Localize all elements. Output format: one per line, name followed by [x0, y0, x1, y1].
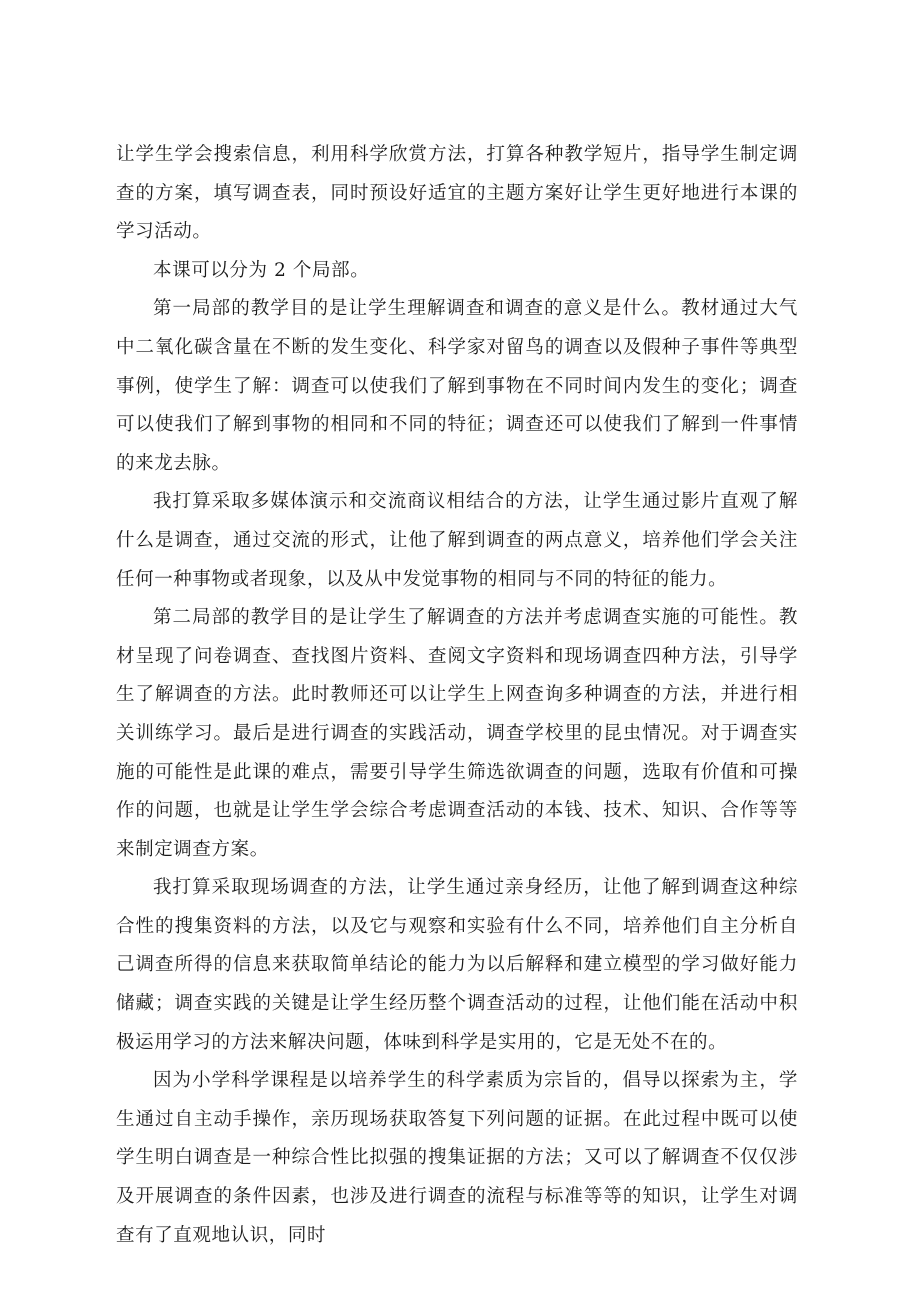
paragraph-2: 本课可以分为 2 个局部。 — [153, 259, 370, 281]
paragraph-7: 因为小学科学课程是以培养学生的科学素质为宗旨的，倡导以探索为主，学生通过自主动手操作，亲历现场获取答复下列问题的证据。在此过程中既可以使学生明白调查是一种综合性比拟强的搜集证据的方法；又可以了解调查不仅仅涉及开展调查的条件因素，也涉及进行调查的流程与标准等等的知识，让学生对调查有了直观地认识，同时 — [116, 1070, 798, 1246]
paragraph-1: 让学生学会搜索信息，利用科学欣赏方法，打算各种教学短片，指导学生制定调查的方案，填写调查表，同时预设好适宜的主题方案好让学生更好地进行本课的学习活动。 — [116, 144, 798, 243]
paragraph-5: 第二局部的教学目的是让学生了解调查的方法并考虑调查实施的可能性。教材呈现了问卷调查、查找图片资料、查阅文字资料和现场调查四种方法，引导学生了解调查的方法。此时教师还可以让学生上网查询多种调查的方法，并进行相关训练学习。最后是进行调查的实践活动，调查学校里的昆虫情况。对于调查实施的可能性是此课的难点，需要引导学生筛选欲调查的问题，选取有价值和可操作的问题，也就是让学生学会综合考虑调查活动的本钱、技术、知识、合作等等来制定调查方案。 — [116, 607, 798, 860]
document-body — [116, 136, 798, 1255]
paragraph-6: 我打算采取现场调查的方法，让学生通过亲身经历，让他了解到调查这种综合性的搜集资料的方法，以及它与观察和实验有什么不同，培养他们自主分析自己调查所得的信息来获取简单结论的能力为以后解释和建立模型的学习做好能力储藏；调查实践的关键是让学生经历整个调查活动的过程，让他们能在活动中积极运用学习的方法来解决问题，体味到科学是实用的，它是无处不在的。 — [116, 877, 798, 1053]
paragraph-4: 我打算采取多媒体演示和交流商议相结合的方法，让学生通过影片直观了解什么是调查，通过交流的形式，让他了解到调查的两点意义，培养他们学会关注任何一种事物或者现象，以及从中发觉事物的相同与不同的特征的能力。 — [116, 491, 798, 590]
paragraph-3: 第一局部的教学目的是让学生理解调查和调查的意义是什么。教材通过大气中二氧化碳含量在不断的发生变化、科学家对留鸟的调查以及假种子事件等典型事例，使学生了解：调查可以使我们了解到事物在不同时间内发生的变化；调查可以使我们了解到事物的相同和不同的特征；调查还可以使我们了解到一件事情的来龙去脉。 — [116, 298, 798, 474]
